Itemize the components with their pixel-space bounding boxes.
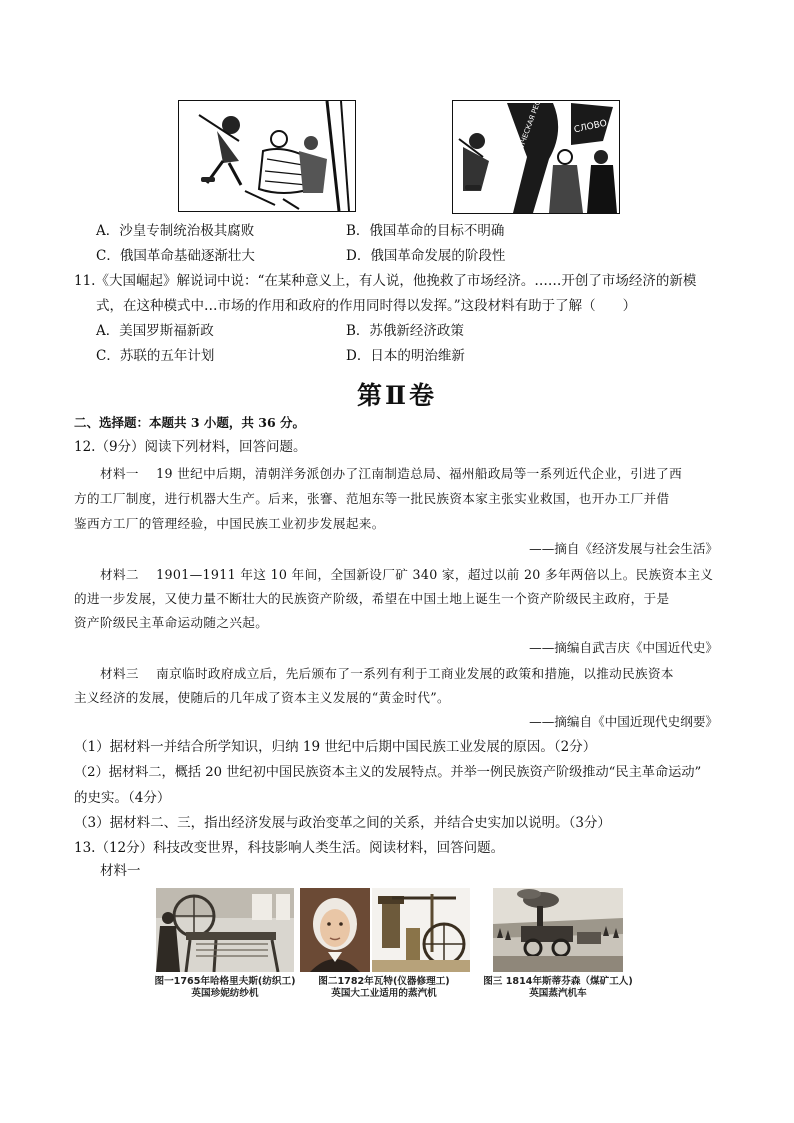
cartoon-left-drawing — [179, 101, 355, 211]
q12-material2-source: ——摘编自武吉庆《中国近代史》 — [529, 640, 718, 655]
figure2-watt-portrait — [300, 888, 370, 972]
q11-stem-line1: 11.《大国崛起》解说词中说：“在某种意义上，有人说，他挽救了市场经济。……开创了市场经济的新模 — [74, 273, 697, 289]
q10-option-b: B．俄国革命的目标不明确 — [346, 223, 505, 239]
cartoon-left — [178, 100, 356, 212]
figure2-caption-line1: 图二1782年瓦特(仪器修理工) — [318, 976, 450, 987]
cartoon-right-drawing — [453, 101, 619, 213]
q12-material2-line1: 材料二 1901—1911 年这 10 年间，全国新设厂矿 340 家，超过以前 20 多年两倍以上。民族资本主义 — [100, 567, 714, 582]
q13-stem: 13.（12分）科技改变世界，科技影响人类生活。阅读材料，回答问题。 — [74, 840, 505, 856]
steam-engine-image — [372, 888, 470, 972]
q12-material3-source: ——摘编自《中国近现代史纲要》 — [529, 714, 718, 729]
q11-option-a: A．美国罗斯福新政 — [96, 323, 214, 339]
figure1-spinning-jenny-photo — [156, 888, 294, 972]
q10-option-d: D．俄国革命发展的阶段性 — [346, 248, 506, 264]
figure2-steam-engine-photo — [372, 888, 470, 972]
q12-sub2-line1: （2）据材料二，概括 20 世纪初中国民族资本主义的发展特点。并举一例民族资产阶级推动“民主革命运动” — [74, 765, 702, 780]
figure1-caption-line2: 英国珍妮纺纱机 — [191, 988, 259, 999]
q11-option-b: B．苏俄新经济政策 — [346, 323, 464, 339]
cartoon-right — [452, 100, 620, 214]
section-title: 第Ⅱ卷 — [356, 381, 438, 410]
q10-option-c: C．俄国革命基础逐渐壮大 — [96, 248, 255, 264]
banner-left-text: ДЕМОКРАТИЧЕСКАЯ — [504, 113, 537, 186]
q12-material1-line1: 材料一 19 世纪中后期，清朝洋务派创办了江南制造总局、福州船政局等一系列近代企业，引进了西 — [100, 466, 683, 481]
q12-sub3: （3）据材料二、三，指出经济发展与政治变革之间的关系，并结合史实加以说明。（3分） — [74, 815, 611, 831]
q11-option-d: D．日本的明治维新 — [346, 348, 465, 364]
q12-stem: 12.（9分）阅读下列材料，回答问题。 — [74, 439, 307, 455]
watt-portrait-image — [300, 888, 370, 972]
figure3-caption-line2: 英国蒸汽机车 — [529, 988, 587, 999]
q12-material1-source: ——摘自《经济发展与社会生活》 — [529, 541, 718, 556]
figure2-caption-line2: 英国大工业适用的蒸汽机 — [331, 988, 437, 999]
q11-stem-line2: 式，在这种模式中…市场的作用和政府的作用同时得以发挥。”这段材料有助于了解（ ） — [96, 298, 637, 314]
q12-sub2-line2: 的史实。（4分） — [74, 790, 171, 806]
q12-material3-line2: 主义经济的发展，使随后的几年成了资本主义发展的“黄金时代”。 — [74, 690, 451, 705]
q12-material1-line3: 鉴西方工厂的管理经验，中国民族工业初步发展起来。 — [74, 516, 385, 531]
q12-material1-line2: 方的工厂制度，进行机器大生产。后来，张謇、范旭东等一批民族资本家主张实业救国，也开办工厂并借 — [74, 491, 670, 506]
q12-material2-line2: 的进一步发展，又使力量不断壮大的民族资产阶级，希望在中国土地上诞生一个资产阶级民主政府，于是 — [74, 591, 670, 606]
figure1-caption-line1: 图一1765年哈格里夫斯(纺织工) — [154, 976, 296, 987]
figure3-caption-line1: 图三 1814年斯蒂芬森（煤矿工人) — [483, 976, 633, 987]
figure3-locomotive-photo — [493, 888, 623, 972]
q11-option-c: C．苏联的五年计划 — [96, 348, 215, 364]
q12-material2-line3: 资产阶级民主革命运动随之兴起。 — [74, 615, 269, 630]
spinning-jenny-image — [156, 888, 294, 972]
banner-right-text: СЛОВО — [573, 118, 608, 136]
section-intro: 二、选择题：本题共 3 小题，共 36 分。 — [74, 415, 306, 430]
q12-material3-line1: 材料三 南京临时政府成立后，先后颁布了一系列有利于工商业发展的政策和措施，以推动民族资本 — [100, 666, 674, 681]
q13-material1-label: 材料一 — [100, 863, 141, 879]
q12-sub1: （1）据材料一并结合所学知识，归纳 19 世纪中后期中国民族工业发展的原因。（2分） — [74, 739, 597, 755]
q10-option-a: A．沙皇专制统治极其腐败 — [96, 223, 255, 239]
locomotive-image — [493, 888, 623, 972]
